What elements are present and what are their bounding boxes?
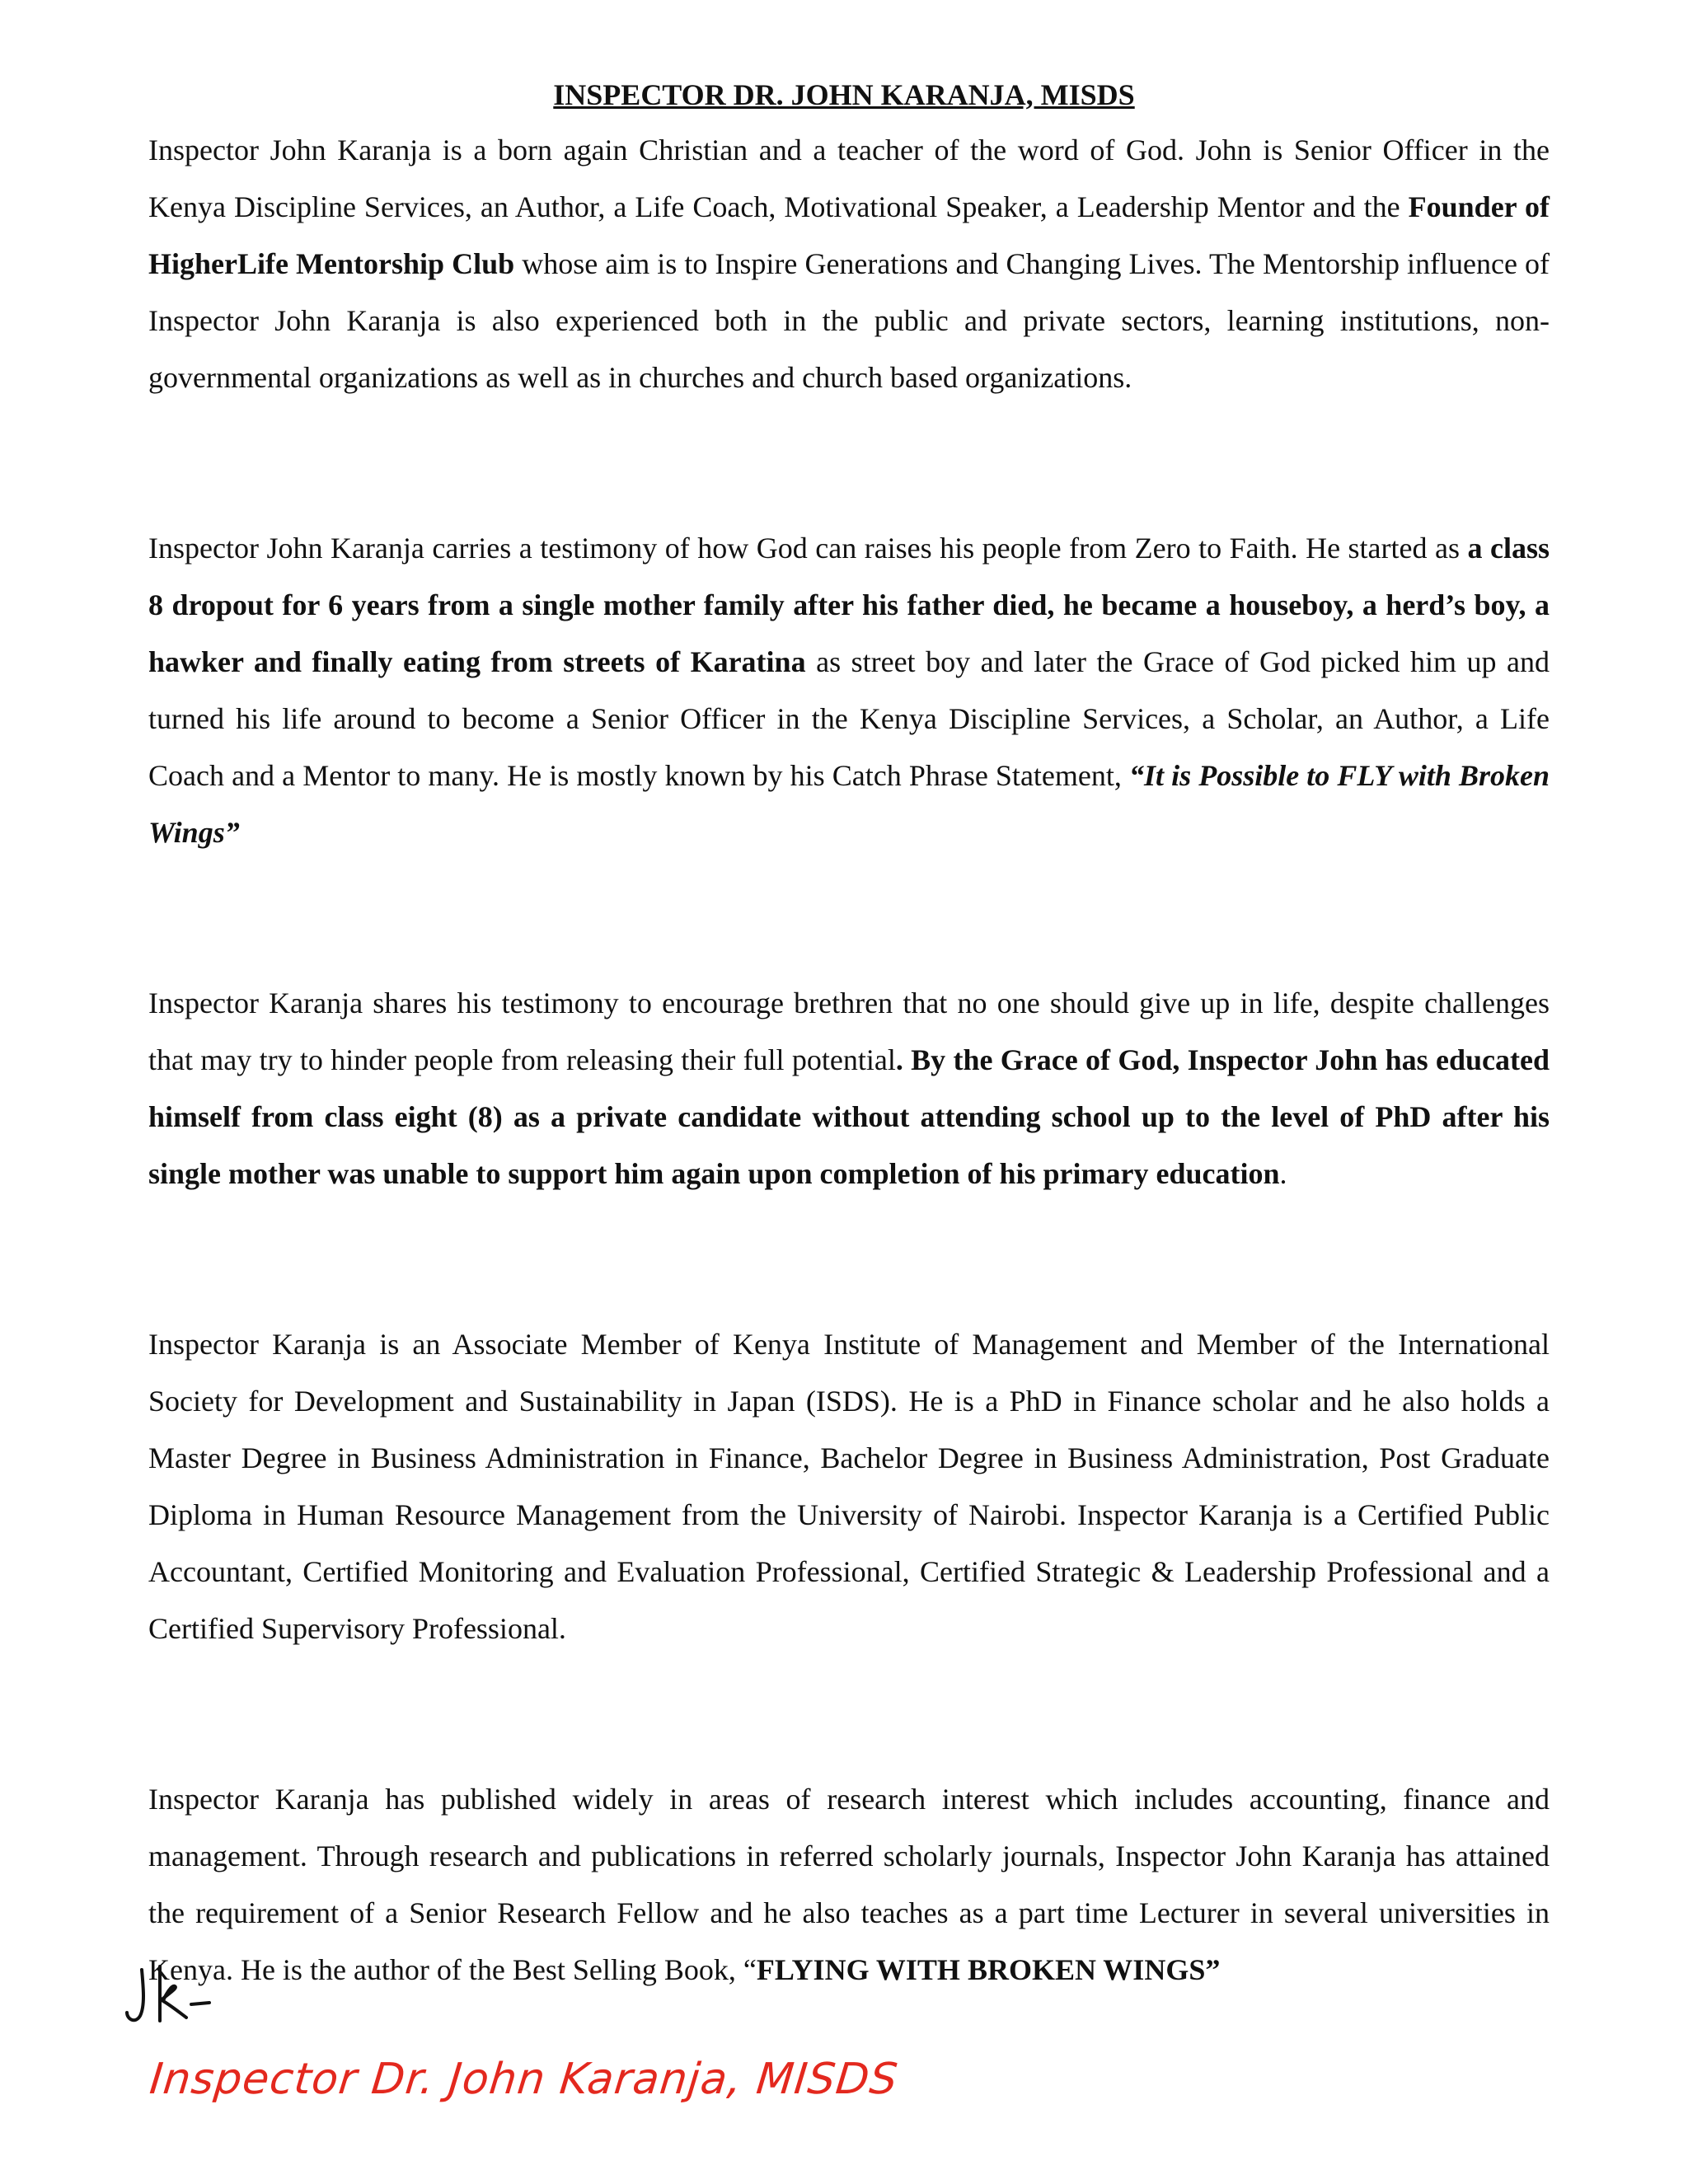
paragraph-qualifications (148, 1316, 1550, 1657)
text-run: Inspector Karanja is an Associate Member of Kenya Institute of Management and Member of the International Society for Development and Sustainability in Japan (ISDS). He is a PhD in Finance scholar and he also holds a Master Degree in Business Administration in Finance, Bachelor Degree in Business Administration, Post Graduate Diploma in Human Resource Management from the University of Nairobi. Inspector Karanja is a Certified Public Accountant, Certified Monitoring and Evaluation Professional, Certified Strategic & Leadership Professional and a Certified Supervisory Professional. (148, 1328, 1550, 1645)
paragraph-publications (148, 1771, 1550, 1999)
text-run: Inspector John Karanja is a born again Christian and a teacher of the word of God. John is Senior Officer in the Kenya Discipline Services, an Author, a Life Coach, Motivational Speaker, a Leadership Mentor and the (148, 134, 1550, 223)
bold-text-run: FLYING WITH BROKEN WINGS” (756, 1953, 1221, 1986)
catch-phrase-quote: “It is Possible to FLY with Broken Wings” (148, 759, 1550, 849)
paragraph-testimony (148, 520, 1550, 861)
signature-name: Inspector Dr. John Karanja, MISDS (147, 2055, 901, 2104)
text-run: . (1279, 1157, 1287, 1190)
text-run: Inspector Karanja shares his testimony to encourage brethren that no one should give up in life, despite challenges that may try to hinder people from releasing their full potential (148, 987, 1550, 1076)
paragraph-education (148, 975, 1550, 1202)
bold-text-run: a class 8 dropout for 6 years from a single mother family after his father died, he became a houseboy, a herd’s boy, a hawker and finally eating from streets of Karatina (148, 532, 1550, 678)
bold-text-run: Founder of HigherLife Mentorship Club (148, 190, 1550, 280)
text-run: whose aim is to Inspire Generations and Changing Lives. The Mentorship influence of Inspector John Karanja is also experienced both in the public and private sectors, learning institutions, non-governmental organizations as well as in churches and church based organizations. (148, 247, 1550, 394)
text-run: Inspector Karanja has published widely in areas of research interest which includes accounting, finance and management. Through research and publications in referred scholarly journals, Inspector John Karanja has attained the requirement of a Senior Research Fellow and he also teaches as a part time Lecturer in several universities in Kenya. He is the author of the Best Selling Book, “ (148, 1783, 1550, 1986)
text-run: Inspector John Karanja carries a testimony of how God can raises his people from Zero to Faith. He started as (148, 532, 1468, 565)
document-title: INSPECTOR DR. JOHN KARANJA, MISDS (553, 78, 1135, 111)
handwritten-initials-signature (124, 1955, 214, 2029)
bold-text-run: . By the Grace of God, Inspector John has educated himself from class eight (8) as a private candidate without attending school up to the level of PhD after his single mother was unable to support him again upon completion of his primary education (148, 1043, 1550, 1190)
text-run: as street boy and later the Grace of God picked him up and turned his life around to become a Senior Officer in the Kenya Discipline Services, a Scholar, an Author, a Life Coach and a Mentor to many. He is mostly known by his Catch Phrase Statement, (148, 645, 1550, 792)
paragraph-introduction (148, 122, 1550, 406)
document-body (148, 122, 1550, 1999)
